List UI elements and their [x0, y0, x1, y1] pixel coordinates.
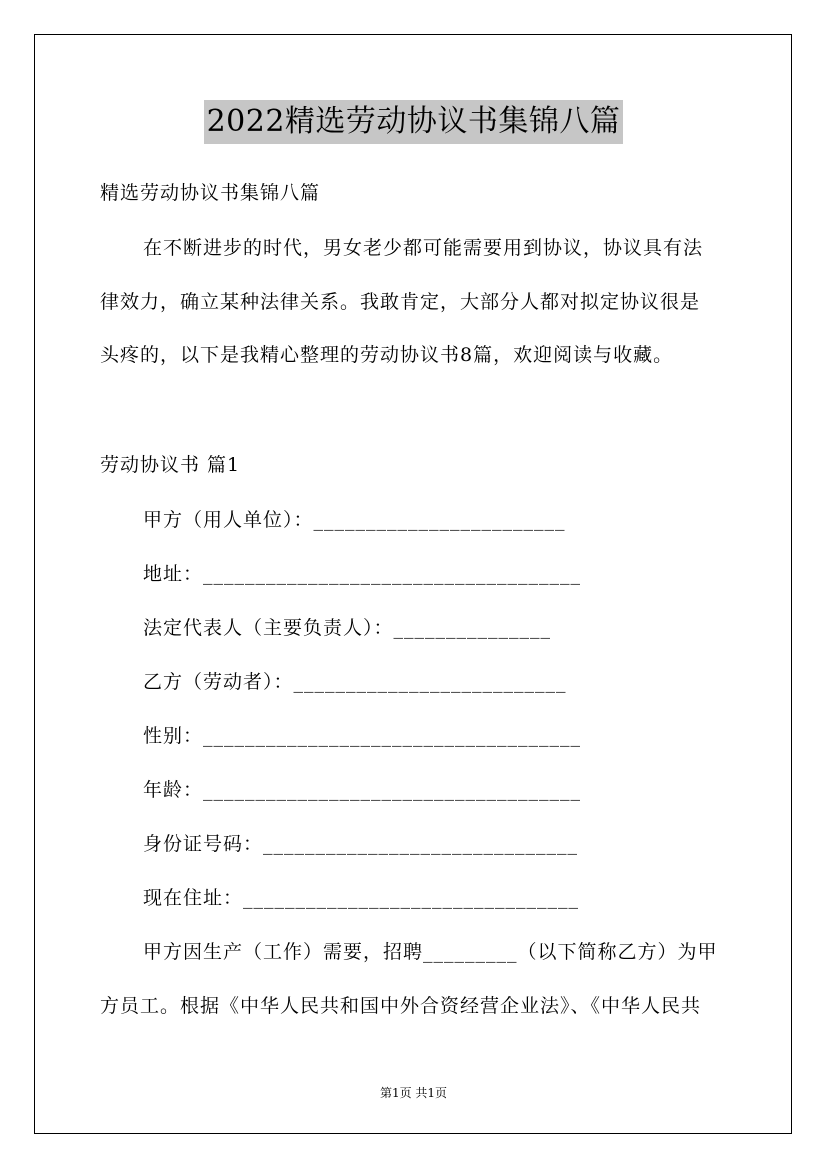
field-id-number: 身份证号码：______________________________ [143, 833, 579, 855]
field-party-a: 甲方（用人单位）：________________________ [143, 509, 566, 531]
field-age: 年龄：____________________________________ [143, 779, 582, 801]
intro-line-1: 在不断进步的时代，男女老少都可能需要用到协议，协议具有法 [143, 237, 704, 259]
intro-line-3: 头疼的，以下是我精心整理的劳动协议书8篇，欢迎阅读与收藏。 [100, 344, 674, 366]
body-line-1: 甲方因生产（工作）需要，招聘_________（以下简称乙方）为甲 [143, 941, 718, 963]
document-subtitle: 精选劳动协议书集锦八篇 [100, 182, 321, 204]
field-current-address: 现在住址：________________________________ [143, 887, 580, 909]
document-title: 2022精选劳动协议书集锦八篇 [204, 100, 624, 144]
field-legal-representative: 法定代表人（主要负责人）：_______________ [143, 617, 552, 639]
intro-line-2: 律效力，确立某种法律关系。我敢肯定，大部分人都对拟定协议很是 [100, 291, 701, 313]
field-address: 地址：____________________________________ [143, 563, 582, 585]
field-party-b: 乙方（劳动者）：__________________________ [143, 671, 567, 693]
body-line-2: 方员工。根据《中华人民共和国中外合资经营企业法》、《中华人民共 [100, 995, 702, 1017]
field-gender: 性别：____________________________________ [143, 725, 582, 747]
page-footer: 第1页 共1页 [379, 1086, 448, 1100]
title-container [0, 100, 827, 144]
section-heading: 劳动协议书 篇1 [100, 454, 241, 476]
